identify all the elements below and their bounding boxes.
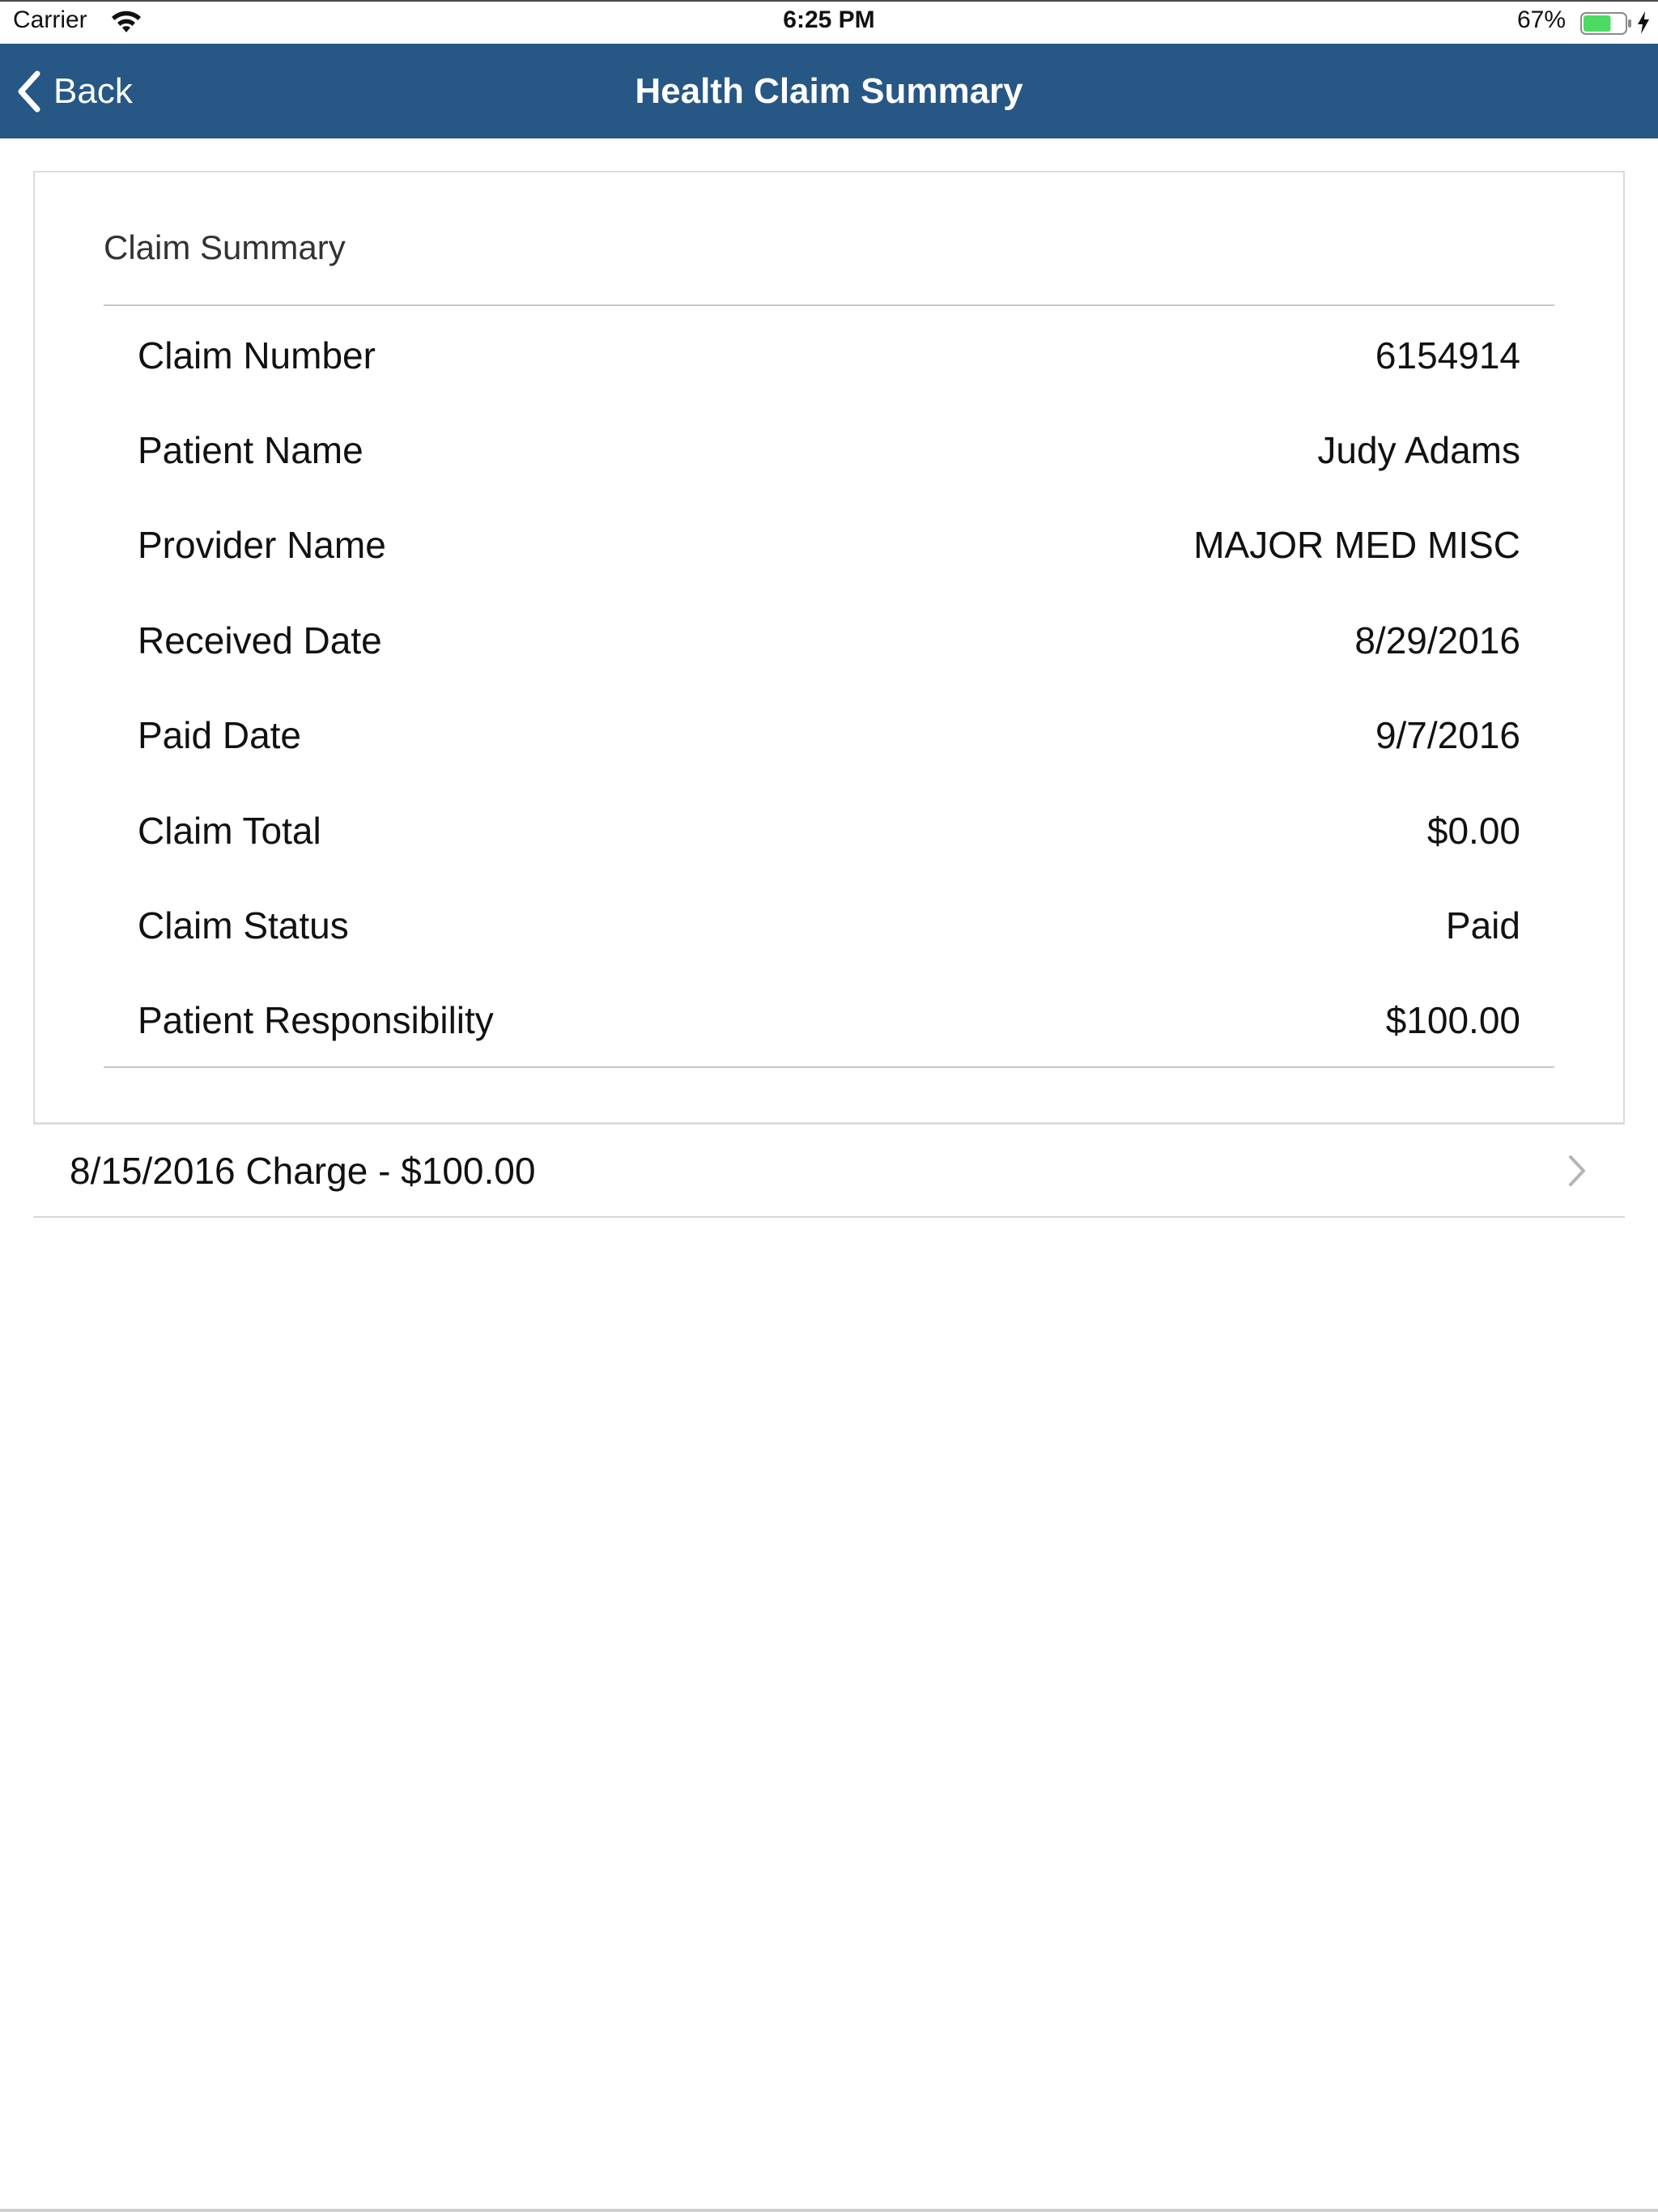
chevron-right-icon xyxy=(1567,1154,1588,1188)
back-label: Back xyxy=(53,70,133,111)
detail-label: Received Date xyxy=(138,619,382,661)
detail-row-claim-number xyxy=(104,308,1554,402)
detail-value: $100.00 xyxy=(1385,999,1520,1042)
detail-label: Paid Date xyxy=(138,714,302,757)
status-bar xyxy=(0,0,1658,44)
detail-value: Judy Adams xyxy=(1317,429,1520,472)
carrier-label: Carrier xyxy=(13,6,87,33)
charge-list-item[interactable] xyxy=(33,1125,1625,1218)
section-divider-bottom xyxy=(104,1066,1554,1068)
detail-row-paid-date xyxy=(104,688,1554,783)
detail-value: 6154914 xyxy=(1375,334,1520,376)
back-button[interactable] xyxy=(15,44,133,138)
detail-value: MAJOR MED MISC xyxy=(1193,524,1520,567)
section-title: Claim Summary xyxy=(104,228,346,266)
page-title: Health Claim Summary xyxy=(635,71,1023,111)
battery-icon xyxy=(1580,11,1632,36)
detail-row-patient-name xyxy=(104,402,1554,497)
detail-label: Claim Total xyxy=(138,809,321,852)
claim-details-list xyxy=(104,308,1554,1068)
detail-value: Paid xyxy=(1445,904,1520,947)
detail-label: Patient Responsibility xyxy=(138,999,494,1042)
detail-row-patient-responsibility xyxy=(104,973,1554,1068)
detail-value: 9/7/2016 xyxy=(1375,714,1520,757)
detail-label: Provider Name xyxy=(138,524,386,567)
detail-row-claim-total xyxy=(104,783,1554,878)
detail-label: Patient Name xyxy=(138,429,363,472)
detail-row-claim-status xyxy=(104,878,1554,972)
detail-value: 8/29/2016 xyxy=(1354,619,1520,661)
charge-label: 8/15/2016 Charge - $100.00 xyxy=(70,1149,536,1192)
bottom-edge xyxy=(0,2209,1658,2212)
detail-row-received-date xyxy=(104,593,1554,687)
detail-value: $0.00 xyxy=(1426,809,1520,852)
section-divider-top xyxy=(104,304,1554,306)
battery-percent: 67% xyxy=(1516,6,1566,33)
detail-label: Claim Number xyxy=(138,334,376,376)
chevron-left-icon xyxy=(15,69,44,114)
charging-bolt-icon xyxy=(1635,10,1652,36)
detail-row-provider-name xyxy=(104,498,1554,593)
navigation-bar xyxy=(0,44,1658,138)
status-time: 6:25 PM xyxy=(783,6,875,33)
detail-label: Claim Status xyxy=(138,904,349,947)
